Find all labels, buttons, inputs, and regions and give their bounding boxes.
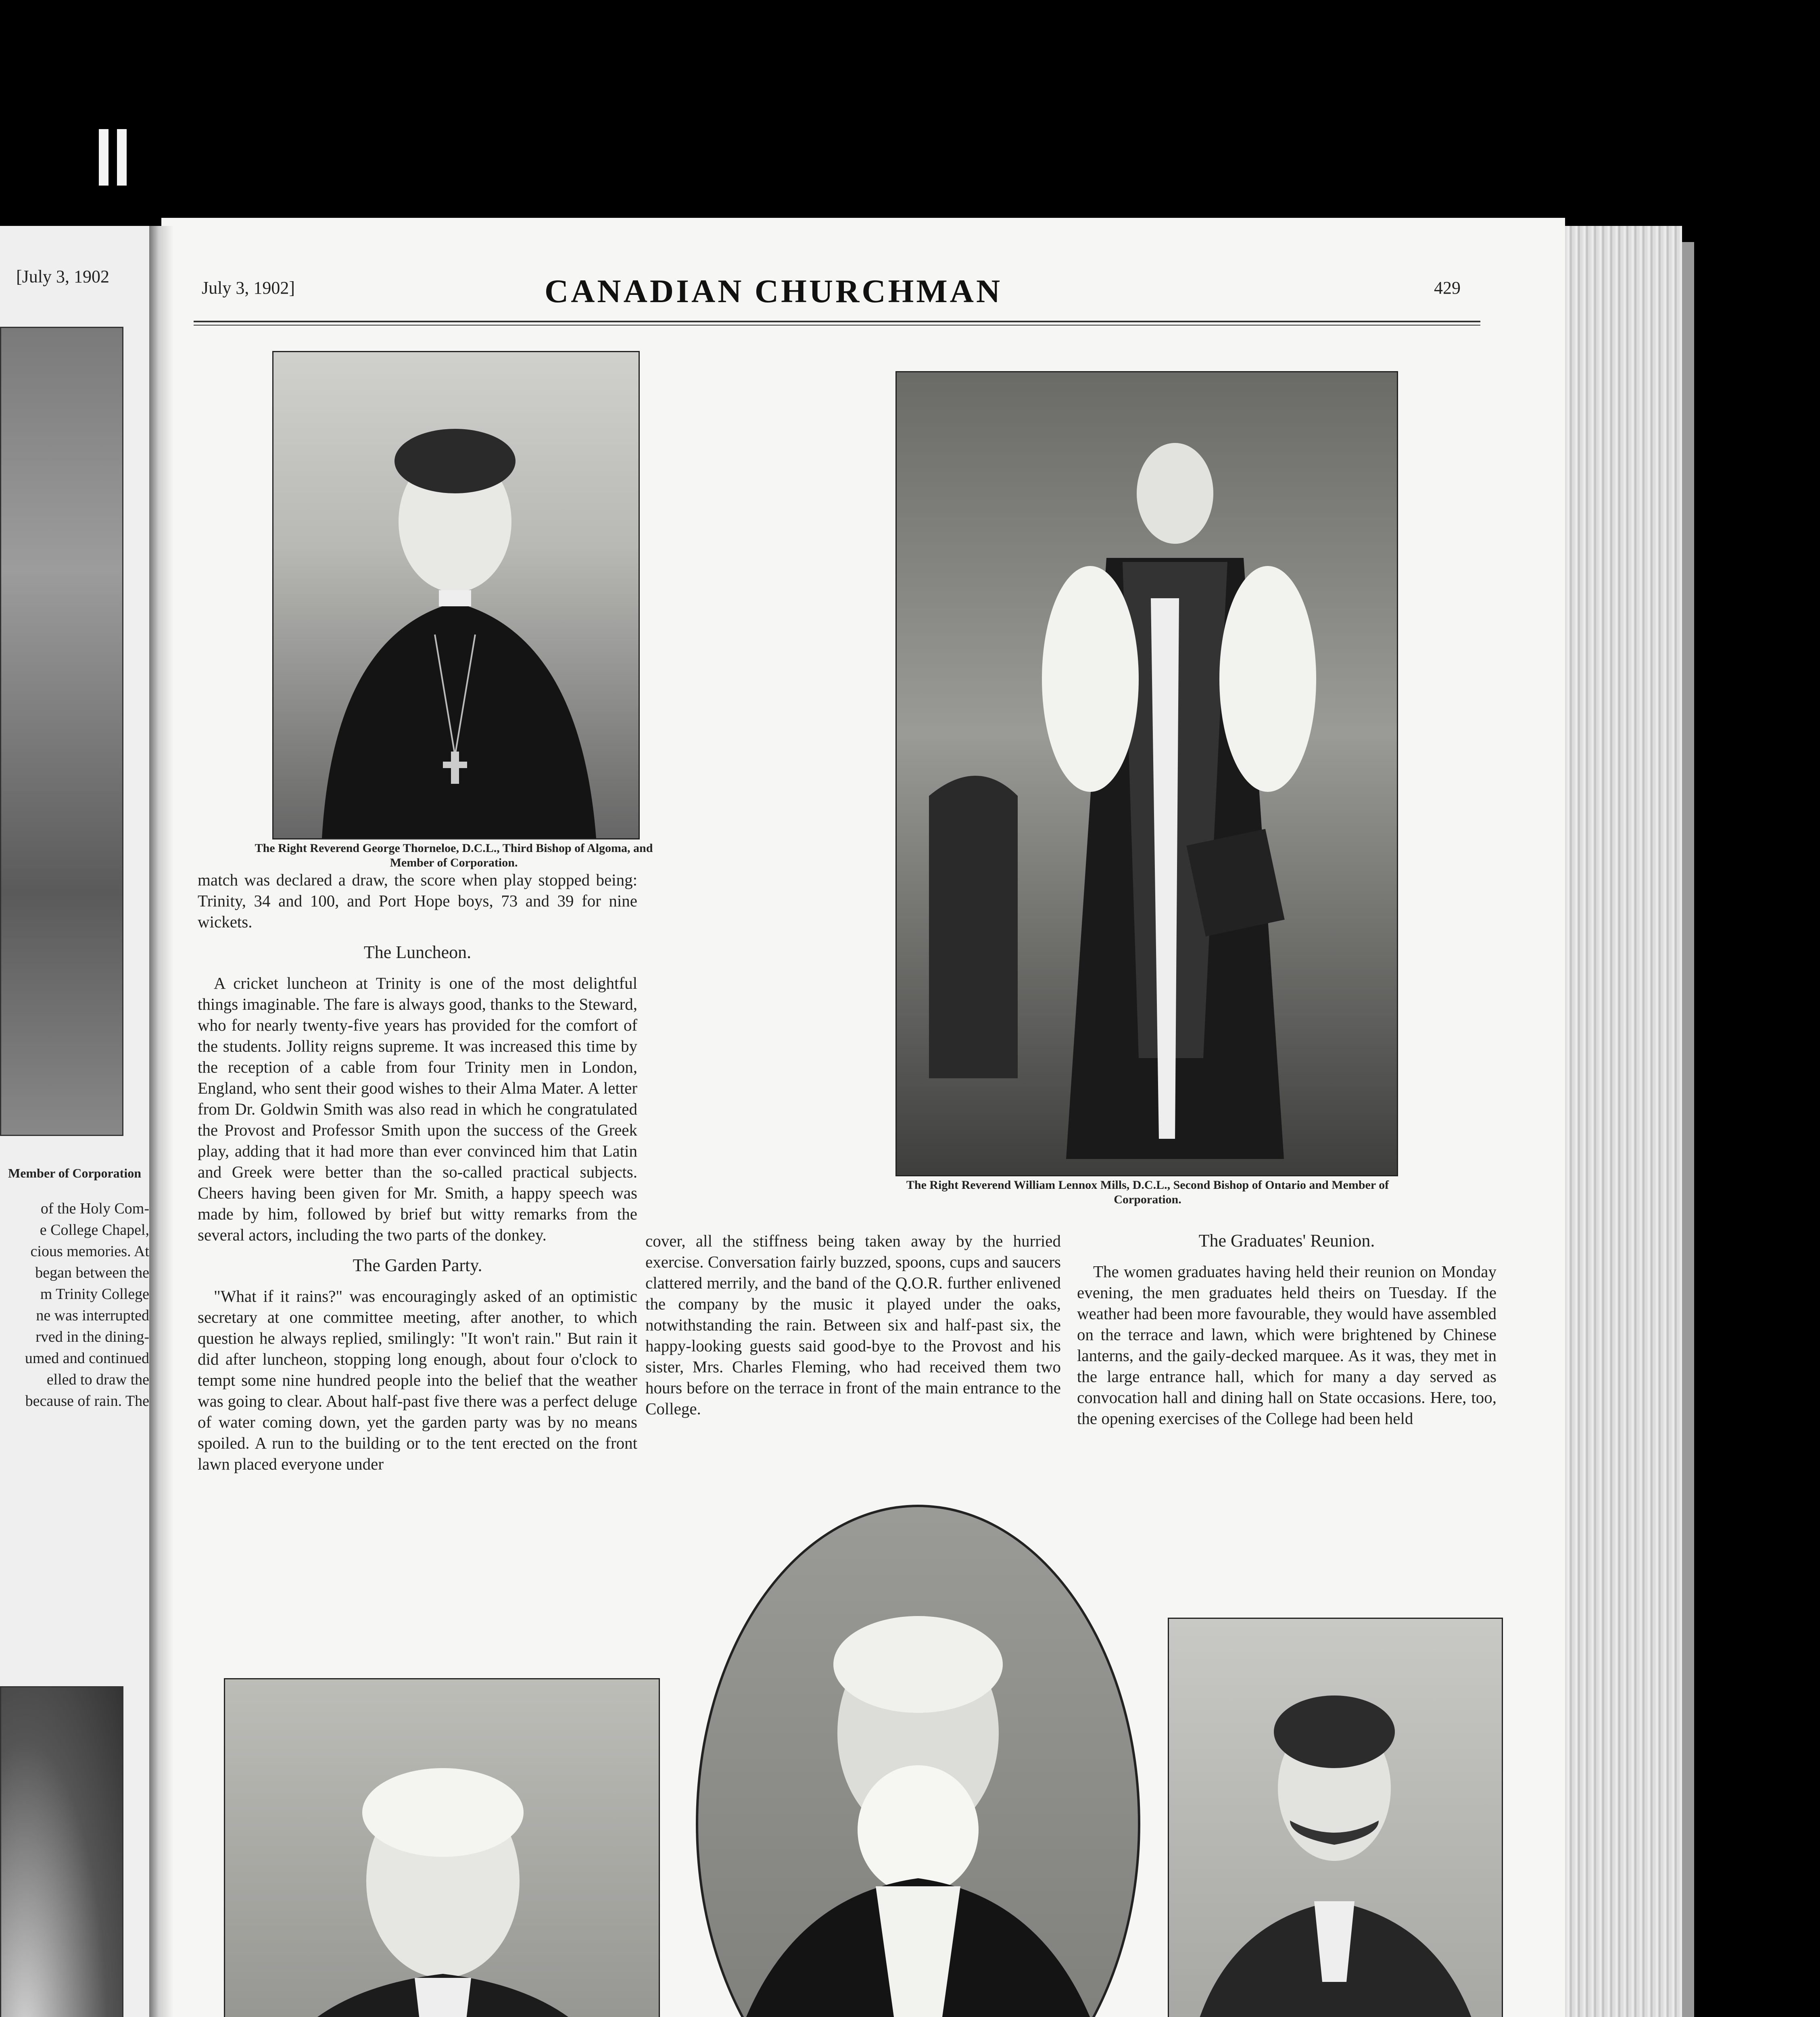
facing-line: umed and continued bbox=[25, 1350, 149, 1367]
header-rule bbox=[194, 321, 1480, 322]
column-1 bbox=[198, 869, 637, 1474]
facing-line: rved in the dining- bbox=[35, 1328, 149, 1345]
column-2 bbox=[645, 1230, 1061, 1419]
facing-line: e College Chapel, bbox=[40, 1221, 149, 1238]
header-date: July 3, 1902] bbox=[202, 278, 295, 298]
facing-line: elled to draw the bbox=[46, 1371, 149, 1388]
facing-line: ne was interrupted bbox=[36, 1307, 149, 1324]
facing-line: cious memories. At bbox=[30, 1243, 149, 1260]
book-spine-shadow bbox=[149, 226, 173, 2017]
portrait-worrell bbox=[1168, 1618, 1503, 2017]
facing-caption: Member of Corporation bbox=[8, 1166, 141, 1180]
caption-mills: The Right Reverend William Lennox Mills, D.C.L., Second Bishop of Ontario and Member of Corporation. bbox=[906, 1178, 1389, 1206]
heading-luncheon: The Luncheon. bbox=[363, 942, 472, 962]
portrait-ince bbox=[224, 1678, 660, 2017]
facing-running-head: [July 3, 1902 bbox=[16, 267, 109, 286]
facing-line: because of rain. The bbox=[25, 1393, 149, 1409]
article-paragraph: match was declared a draw, the score when play stopped being: Trinity, 34 and 100, and Port Hope boys, 73 and 39 for nine wickets. bbox=[198, 871, 637, 931]
caption-thorneloe: The Right Reverend George Thorneloe, D.C.L., Third Bishop of Algoma, and Member of Corporation. bbox=[255, 841, 653, 869]
newspaper-page bbox=[161, 218, 1565, 2017]
facing-line: m Trinity College bbox=[40, 1286, 149, 1303]
header-rule-thin bbox=[194, 325, 1480, 326]
heading-garden-party: The Garden Party. bbox=[353, 1255, 482, 1275]
film-mark-top-2 bbox=[117, 129, 127, 186]
book-cover-edge bbox=[1682, 242, 1694, 2017]
film-mark-top-1 bbox=[99, 129, 109, 186]
facing-line: began between the bbox=[35, 1264, 149, 1281]
facing-line: of the Holy Com- bbox=[40, 1200, 149, 1217]
page-number: 429 bbox=[1434, 278, 1461, 298]
facing-text-block bbox=[0, 1198, 149, 1412]
article-paragraph: A cricket luncheon at Trinity is one of the most delightful things imaginable. The fare is always good, thanks to the Steward, who for nearly twenty-five years has provided for the comfort of the students. Jollity reigns supreme. It was increased this time by the reception of a cable from four Trinity men in London, England, who sent their good wishes to their Alma Mater. A letter from Dr. Goldwin Smith was also read in which he congratulated the Provost and Professor Smith upon the success of the Greek play, adding that it had more than ever convinced him that Latin and Greek were better than the so-called practical subjects. Cheers having been given for Mr. Smith, a happy speech was made by him, followed by brief but witty remarks from the several actors, including the two parts of the donkey. bbox=[198, 974, 637, 1244]
portrait-osler bbox=[696, 1505, 1140, 2017]
facing-photo-bottom bbox=[0, 1686, 123, 2017]
article-paragraph: "What if it rains?" was encouragingly asked of an optimistic secretary at one committee meeting, after another, to which question he always replied, smilingly: "It won't rain." But rain it did after luncheon, stopping long enough, about four o'clock to tempt some nine hundred people into the belief that the weather was going to clear. About half-past five there was a perfect deluge of water coming down, yet the garden party was by no means spoiled. A run to the building or to the tent erected on the front lawn placed everyone under bbox=[198, 1287, 637, 1473]
article-paragraph: The women graduates having held their reunion on Monday evening, the men graduates held theirs on Tuesday. If the weather had been more favourable, they would have assembled on the terrace and lawn, which were brightened by Chinese lanterns, and the gaily-decked marquee. As it was, they met in the large entrance hall, which for many a day served as convocation hall and dining hall on State occasions. Here, too, the opening exercises of the College had been held bbox=[1077, 1262, 1496, 1428]
masthead-title: CANADIAN CHURCHMAN bbox=[545, 273, 1003, 309]
portrait-mills bbox=[895, 371, 1398, 1176]
column-3 bbox=[1077, 1230, 1496, 1429]
facing-photo-top bbox=[0, 327, 123, 1136]
heading-graduates-reunion: The Graduates' Reunion. bbox=[1198, 1231, 1375, 1251]
facing-page bbox=[0, 226, 162, 2017]
book-page-edges bbox=[1565, 226, 1682, 2017]
portrait-thorneloe bbox=[272, 351, 640, 839]
article-paragraph: cover, all the stiffness being taken away by the hurried exercise. Conversation fairly buzzed, spoons, cups and saucers clattered merrily, and the band of the Q.O.R. further enlivened the company by the music it played under the oaks, notwithstanding the rain. Between six and half-past six, the happy-looking guests said good-bye to the Provost and his sister, Mrs. Charles Fleming, who had received them two hours before on the terrace in front of the main entrance to the College. bbox=[645, 1232, 1061, 1418]
